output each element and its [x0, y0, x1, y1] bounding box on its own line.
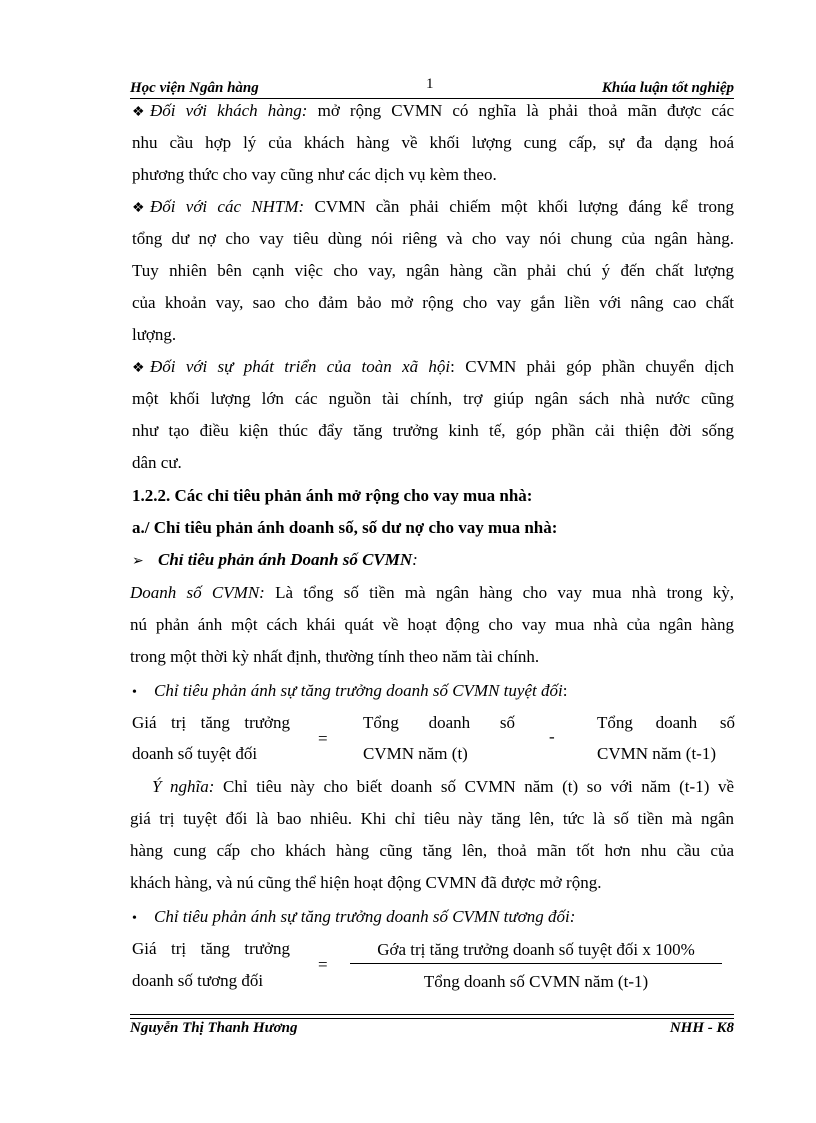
para-society-label: Đối với sự phát triển của toàn xã hội: [150, 357, 451, 376]
text-run: mở rộng CVMN có nghĩa là phải thoả mãn được các: [307, 101, 734, 120]
formula2-left-line-2: doanh số tương đối: [132, 971, 264, 990]
meaning-line-2: giá trị tuyệt đối là bao nhiêu. Khi chỉ tiêu này tăng lên, tức là số tiền mà ngân: [130, 809, 734, 828]
para-society-line-4: dân cư.: [132, 453, 182, 472]
bullet-absolute-growth: [132, 680, 734, 704]
header-doc-type: Khúa luận tốt nghiệp: [601, 80, 734, 96]
formula2-fraction-bar: [350, 963, 722, 964]
text-run: :: [412, 550, 418, 569]
formula1-mid-line-1: Tổng doanh số: [363, 713, 515, 732]
para-nhtm-line-5: lượng.: [132, 325, 177, 344]
para-nhtm-line-4: của khoản vay, sao cho đảm bảo mở rộng cho vay gắn liền với nâng cao chất: [132, 293, 734, 312]
diamond-bullet-icon: ❖: [132, 201, 145, 216]
meaning-line-3: hàng cung cấp cho khách hàng cũng tăng lên, thoả mãn tốt hơn nhu cầu của: [130, 841, 734, 860]
diamond-bullet-icon: ❖: [132, 105, 145, 120]
para-customer-line-3: phương thức cho vay cũng như các dịch vụ kèm theo.: [132, 165, 497, 184]
para-society-line-3: như tạo điều kiện thúc đẩy tăng trưởng kinh tế, góp phần cải thiện đời sống: [132, 421, 734, 440]
footer-rule-inner: [130, 1018, 734, 1019]
formula2-numerator: Gớa trị tăng trưởng doanh số tuyệt đối x 100%: [377, 940, 695, 959]
text-run: :: [562, 681, 568, 700]
para-society-line-1: [132, 356, 734, 380]
arrow-bullet-icon: ➢: [132, 554, 144, 569]
page-header: [130, 76, 734, 102]
para-nhtm-line-1: [132, 196, 734, 220]
header-rule: [130, 98, 734, 99]
page-number: 1: [426, 76, 434, 92]
formula2-left-line-1: Giá trị tăng trưởng: [132, 939, 290, 958]
text-run: Là tổng số tiền mà ngân hàng cho vay mua nhà trong kỳ,: [264, 583, 734, 602]
subsection-heading-a: a./ Chỉ tiêu phản ánh doanh số, số dư nợ cho vay mua nhà:: [132, 518, 558, 537]
text-run: Chỉ tiêu phản ánh sự tăng trưởng doanh số CVMN tuyệt đối: [154, 681, 563, 700]
footer-author: Nguyễn Thị Thanh Hương: [130, 1020, 298, 1036]
formula1-minus: -: [549, 727, 555, 746]
bullet-relative-growth: [132, 906, 734, 930]
header-institution: Học viện Ngân hàng: [130, 80, 259, 96]
para-nhtm-line-3: Tuy nhiên bên cạnh việc cho vay, ngân hàng cần phải chú ý đến chất lượng: [132, 261, 734, 280]
formula1-right-line-1: Tổng doanh số: [597, 713, 735, 732]
text-run: Chỉ tiêu phản ánh Doanh số CVMN: [158, 550, 413, 569]
diamond-bullet-icon: ❖: [132, 361, 145, 376]
formula1-left-line-2: doanh số tuyệt đối: [132, 744, 258, 763]
para-customer-label: Đối với khách hàng:: [150, 101, 308, 120]
formula2-denominator: Tổng doanh số CVMN năm (t-1): [423, 972, 649, 991]
para-customer-line-2: nhu cầu hợp lý của khách hàng về khối lượng cung cấp, sự đa dạng hoá: [132, 133, 734, 152]
revenue-def-label: Doanh số CVMN:: [130, 583, 265, 602]
para-nhtm-line-2: tổng dư nợ cho vay tiêu dùng nói riêng và cho vay nói chung của ngân hàng.: [132, 229, 734, 248]
footer-rule: [130, 1014, 734, 1015]
revenue-def-line-3: trong một thời kỳ nhất định, thường tính theo năm tài chính.: [130, 647, 540, 666]
formula1-mid-line-2: CVMN năm (t): [363, 744, 468, 763]
section-heading-1-2-2: 1.2.2. Các chỉ tiêu phản ánh mở rộng cho vay mua nhà:: [132, 486, 533, 505]
para-society-line-2: một khối lượng lớn các nguồn tài chính, trợ giúp ngân sách nhà nước cũng: [132, 389, 734, 408]
meaning-line-4: khách hàng, và nú cũng thể hiện hoạt động CVMN đã được mở rộng.: [130, 873, 602, 892]
meaning-line-1: [152, 776, 734, 798]
text-run: Chỉ tiêu này cho biết doanh số CVMN năm (t) so với năm (t-1) về: [214, 777, 735, 796]
formula1-equals: =: [318, 729, 328, 748]
para-customer-line-1: [132, 100, 734, 124]
round-bullet-icon: •: [132, 911, 137, 926]
text-run: CVMN cần phải chiếm một khối lượng đáng kể trong: [304, 197, 735, 216]
text-run: Chỉ tiêu phản ánh sự tăng trưởng doanh số CVMN tương đối:: [154, 907, 576, 926]
formula1-left-line-1: Giá trị tăng trưởng: [132, 713, 290, 732]
para-nhtm-label: Đối với các NHTM:: [150, 197, 305, 216]
formula1-right-line-2: CVMN năm (t-1): [597, 744, 716, 763]
text-run: : CVMN phải góp phần chuyển dịch: [450, 357, 734, 376]
footer-class: NHH - K8: [669, 1020, 734, 1036]
revenue-def-line-2: nú phản ánh một cách khái quát về hoạt động cho vay mua nhà của ngân hàng: [130, 615, 734, 634]
formula2-equals: =: [318, 955, 328, 974]
meaning-label: Ý nghĩa:: [152, 777, 215, 796]
revenue-def-line-1: [130, 582, 734, 604]
sub-heading-revenue: [132, 549, 734, 573]
round-bullet-icon: •: [132, 685, 137, 700]
